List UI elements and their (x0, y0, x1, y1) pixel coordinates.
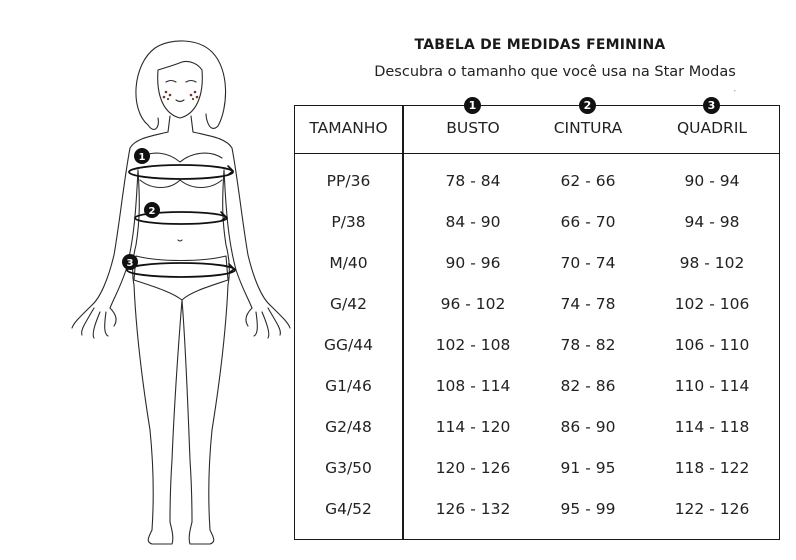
waist-cell: 91 - 95 (560, 459, 616, 477)
hip-cell: 106 - 110 (674, 336, 750, 354)
table-row (295, 195, 779, 235)
table-row (295, 400, 779, 440)
bra-outline (140, 153, 222, 162)
freckles (163, 91, 199, 100)
table-row (295, 441, 779, 481)
bust-cell: 126 - 132 (435, 500, 511, 518)
hip-cell: 94 - 98 (684, 213, 740, 231)
bust-cell: 108 - 114 (435, 377, 511, 395)
size-cell: G1/46 (325, 377, 372, 395)
waist-cell: 70 - 74 (560, 254, 616, 272)
face-outline (158, 61, 203, 118)
hip-cell: 90 - 94 (684, 172, 740, 190)
svg-text:3: 3 (126, 258, 134, 269)
table-row (295, 236, 779, 276)
bust-cell: 120 - 126 (435, 459, 511, 477)
waist-marker (144, 202, 160, 218)
table-row (295, 359, 779, 399)
hip-marker (122, 254, 138, 270)
bust-marker (134, 148, 150, 164)
decorative-tick: ′ (734, 89, 736, 98)
header-hip: QUADRIL (676, 119, 748, 137)
hip-cell: 98 - 102 (679, 254, 745, 272)
bust-cell: 84 - 90 (445, 213, 501, 231)
woman-figure-drawing (60, 30, 292, 555)
hip-cell: 110 - 114 (674, 377, 750, 395)
bust-number-badge: 1 (464, 97, 481, 114)
size-cell: G2/48 (325, 418, 372, 436)
table-row (295, 482, 779, 522)
bust-cell: 78 - 84 (445, 172, 501, 190)
svg-text:1: 1 (138, 152, 146, 163)
waist-cell: 66 - 70 (560, 213, 616, 231)
waist-cell: 62 - 66 (560, 172, 616, 190)
waist-cell: 82 - 86 (560, 377, 616, 395)
table-row (295, 318, 779, 358)
bust-cell: 102 - 108 (435, 336, 511, 354)
hip-cell: 102 - 106 (674, 295, 750, 313)
bust-measure-ring (129, 165, 233, 179)
hip-cell: 122 - 126 (674, 500, 750, 518)
hip-cell: 114 - 118 (674, 418, 750, 436)
size-cell: M/40 (329, 254, 368, 272)
hip-measure-ring (127, 263, 235, 277)
bust-cell: 90 - 96 (445, 254, 501, 272)
waist-cell: 86 - 90 (560, 418, 616, 436)
header-bust: BUSTO (446, 119, 500, 137)
body-measurement-illustration (60, 30, 292, 555)
waist-cell: 95 - 99 (560, 500, 616, 518)
svg-text:2: 2 (148, 206, 156, 217)
size-cell: P/38 (331, 213, 366, 231)
waist-number-badge: 2 (579, 97, 596, 114)
page-subtitle: Descubra o tamanho que você usa na Star Modas (374, 64, 736, 80)
size-cell: G3/50 (325, 459, 372, 477)
waist-cell: 74 - 78 (560, 295, 616, 313)
table-row (295, 154, 779, 194)
page-title: TABELA DE MEDIDAS FEMININA (414, 37, 666, 53)
hair-outline (136, 41, 226, 128)
waist-cell: 78 - 82 (560, 336, 616, 354)
hip-cell: 118 - 122 (674, 459, 750, 477)
size-cell: G4/52 (325, 500, 372, 518)
bust-cell: 114 - 120 (435, 418, 511, 436)
header-size: TAMANHO (309, 119, 388, 137)
hip-number-badge: 3 (703, 97, 720, 114)
size-cell: PP/36 (326, 172, 371, 190)
size-cell: G/42 (330, 295, 367, 313)
size-table (294, 99, 780, 540)
table-header-row (295, 99, 779, 154)
size-cell: GG/44 (324, 336, 373, 354)
table-row (295, 277, 779, 317)
header-waist: CINTURA (553, 119, 623, 137)
bust-cell: 96 - 102 (440, 295, 506, 313)
